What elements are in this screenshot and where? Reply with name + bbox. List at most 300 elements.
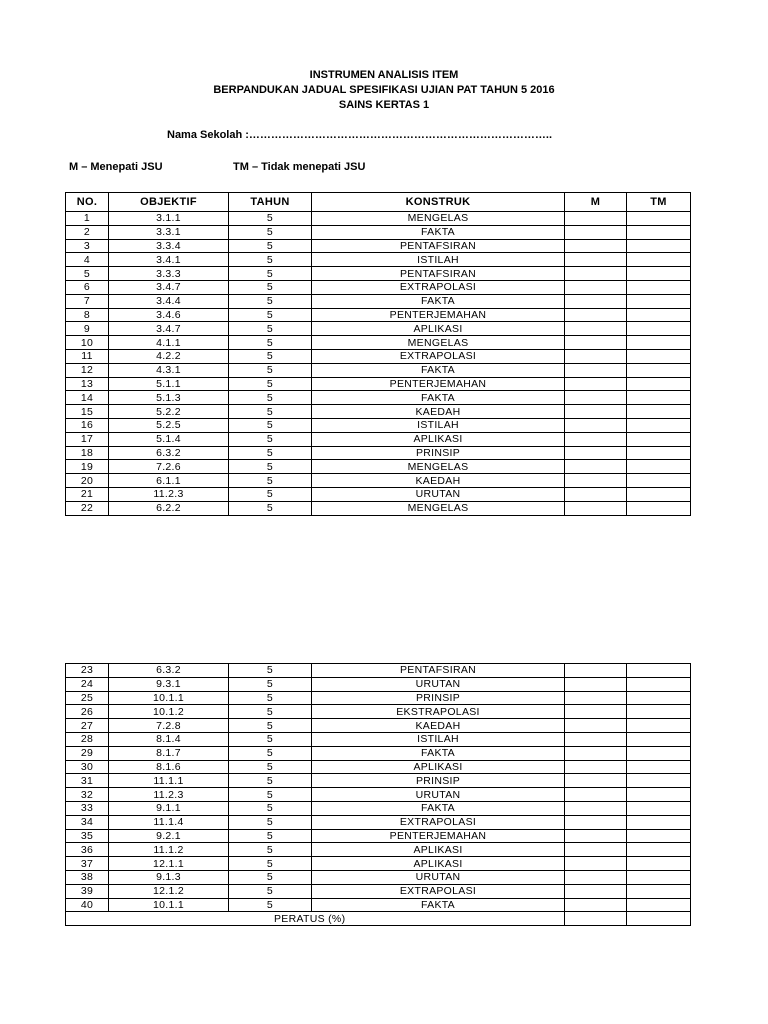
item-tahun: 5 <box>229 460 312 474</box>
item-tahun: 5 <box>229 239 312 253</box>
item-number: 15 <box>66 405 109 419</box>
item-number: 6 <box>66 280 109 294</box>
item-objektif: 11.2.3 <box>109 487 229 501</box>
item-number: 28 <box>66 732 109 746</box>
item-number: 4 <box>66 253 109 267</box>
column-header-tahun: TAHUN <box>229 193 312 212</box>
item-tahun: 5 <box>229 391 312 405</box>
item-m-cell[interactable] <box>565 308 627 322</box>
table-row <box>66 446 691 460</box>
item-objektif: 12.1.2 <box>109 884 229 898</box>
item-number: 2 <box>66 225 109 239</box>
item-objektif: 3.3.1 <box>109 225 229 239</box>
item-konstruk: ISTILAH <box>312 732 565 746</box>
item-objektif: 3.4.4 <box>109 294 229 308</box>
item-objektif: 3.4.7 <box>109 280 229 294</box>
table-row <box>66 460 691 474</box>
item-objektif: 11.1.2 <box>109 843 229 857</box>
item-number: 33 <box>66 801 109 815</box>
item-tahun: 5 <box>229 898 312 912</box>
table-row <box>66 336 691 350</box>
item-objektif: 3.4.1 <box>109 253 229 267</box>
item-tm-cell[interactable] <box>627 760 691 774</box>
item-tahun: 5 <box>229 746 312 760</box>
item-objektif: 5.1.1 <box>109 377 229 391</box>
item-objektif: 8.1.4 <box>109 732 229 746</box>
item-m-cell[interactable] <box>565 801 627 815</box>
item-tahun: 5 <box>229 870 312 884</box>
item-objektif: 5.2.5 <box>109 418 229 432</box>
item-konstruk: EXTRAPOLASI <box>312 815 565 829</box>
item-objektif: 10.1.1 <box>109 898 229 912</box>
item-number: 8 <box>66 308 109 322</box>
item-konstruk: MENGELAS <box>312 336 565 350</box>
item-konstruk: FAKTA <box>312 898 565 912</box>
table-row <box>66 691 691 705</box>
table-row <box>66 391 691 405</box>
item-tahun: 5 <box>229 363 312 377</box>
item-number: 20 <box>66 474 109 488</box>
item-tm-cell[interactable] <box>627 474 691 488</box>
document-title: INSTRUMEN ANALISIS ITEM <box>309 69 459 81</box>
table-body-page2 <box>66 664 691 912</box>
item-tahun: 5 <box>229 474 312 488</box>
item-konstruk: PENTERJEMAHAN <box>312 829 565 843</box>
item-objektif: 11.1.1 <box>109 774 229 788</box>
item-m-cell[interactable] <box>565 239 627 253</box>
item-tahun: 5 <box>229 774 312 788</box>
item-tm-cell[interactable] <box>627 280 691 294</box>
item-tahun: 5 <box>229 677 312 691</box>
item-tm-cell[interactable] <box>627 719 691 733</box>
item-tm-cell[interactable] <box>627 391 691 405</box>
table-row <box>66 474 691 488</box>
item-objektif: 5.1.3 <box>109 391 229 405</box>
item-tm-cell[interactable] <box>627 691 691 705</box>
item-tm-cell[interactable] <box>627 405 691 419</box>
table-row <box>66 239 691 253</box>
item-tm-cell[interactable] <box>627 322 691 336</box>
item-m-cell[interactable] <box>565 322 627 336</box>
item-number: 18 <box>66 446 109 460</box>
item-tahun: 5 <box>229 857 312 871</box>
item-m-cell[interactable] <box>565 788 627 802</box>
table-row <box>66 746 691 760</box>
legend-m: M – Menepati JSU <box>69 161 163 173</box>
table-row <box>66 308 691 322</box>
item-number: 35 <box>66 829 109 843</box>
table-row <box>66 501 691 515</box>
item-m-cell[interactable] <box>565 280 627 294</box>
item-number: 3 <box>66 239 109 253</box>
item-tahun: 5 <box>229 884 312 898</box>
item-number: 13 <box>66 377 109 391</box>
item-number: 5 <box>66 267 109 281</box>
item-tm-cell[interactable] <box>627 446 691 460</box>
item-number: 11 <box>66 349 109 363</box>
item-konstruk: KAEDAH <box>312 405 565 419</box>
item-tm-cell[interactable] <box>627 432 691 446</box>
table-row <box>66 719 691 733</box>
item-m-cell[interactable] <box>565 829 627 843</box>
item-number: 9 <box>66 322 109 336</box>
item-konstruk: FAKTA <box>312 225 565 239</box>
item-tm-cell[interactable] <box>627 815 691 829</box>
item-objektif: 6.2.2 <box>109 501 229 515</box>
item-tahun: 5 <box>229 225 312 239</box>
item-konstruk: MENGELAS <box>312 212 565 226</box>
item-tahun: 5 <box>229 212 312 226</box>
item-tahun: 5 <box>229 843 312 857</box>
item-number: 32 <box>66 788 109 802</box>
item-tahun: 5 <box>229 267 312 281</box>
item-tm-cell[interactable] <box>627 267 691 281</box>
item-m-cell[interactable] <box>565 898 627 912</box>
item-tahun: 5 <box>229 446 312 460</box>
item-tm-cell[interactable] <box>627 336 691 350</box>
item-number: 38 <box>66 870 109 884</box>
school-name-field: Nama Sekolah :……………………………………………………………………….. <box>167 129 553 141</box>
item-konstruk: EKSTRAPOLASI <box>312 705 565 719</box>
item-tahun: 5 <box>229 732 312 746</box>
item-objektif: 8.1.7 <box>109 746 229 760</box>
item-tm-cell[interactable] <box>627 487 691 501</box>
table-row <box>66 294 691 308</box>
item-tm-cell[interactable] <box>627 870 691 884</box>
item-number: 40 <box>66 898 109 912</box>
column-header-tm: TM <box>627 193 691 212</box>
item-konstruk: FAKTA <box>312 363 565 377</box>
item-tm-cell[interactable] <box>627 746 691 760</box>
item-objektif: 9.1.1 <box>109 801 229 815</box>
item-tahun: 5 <box>229 322 312 336</box>
item-m-cell[interactable] <box>565 746 627 760</box>
column-header-objektif: OBJEKTIF <box>109 193 229 212</box>
column-header-m: M <box>565 193 627 212</box>
table-row <box>66 280 691 294</box>
item-number: 7 <box>66 294 109 308</box>
document-subtitle: BERPANDUKAN JADUAL SPESIFIKASI UJIAN PAT TAHUN 5 2016 <box>213 84 555 96</box>
item-objektif: 3.1.1 <box>109 212 229 226</box>
table-row <box>66 487 691 501</box>
item-m-cell[interactable] <box>565 212 627 226</box>
item-tm-cell[interactable] <box>627 418 691 432</box>
item-tm-cell[interactable] <box>627 801 691 815</box>
item-konstruk: APLIKASI <box>312 843 565 857</box>
item-m-cell[interactable] <box>565 432 627 446</box>
item-number: 23 <box>66 664 109 678</box>
item-konstruk: PENTERJEMAHAN <box>312 377 565 391</box>
item-objektif: 4.2.2 <box>109 349 229 363</box>
item-tm-cell[interactable] <box>627 898 691 912</box>
item-number: 12 <box>66 363 109 377</box>
item-m-cell[interactable] <box>565 732 627 746</box>
item-tm-cell[interactable] <box>627 677 691 691</box>
item-number: 19 <box>66 460 109 474</box>
item-number: 39 <box>66 884 109 898</box>
item-m-cell[interactable] <box>565 691 627 705</box>
item-number: 1 <box>66 212 109 226</box>
item-tahun: 5 <box>229 294 312 308</box>
item-konstruk: EXTRAPOLASI <box>312 884 565 898</box>
item-objektif: 3.4.7 <box>109 322 229 336</box>
table-row <box>66 212 691 226</box>
item-konstruk: ISTILAH <box>312 418 565 432</box>
item-m-cell[interactable] <box>565 487 627 501</box>
table-row <box>66 377 691 391</box>
item-tahun: 5 <box>229 405 312 419</box>
item-tm-cell[interactable] <box>627 884 691 898</box>
item-tm-cell[interactable] <box>627 843 691 857</box>
item-objektif: 10.1.1 <box>109 691 229 705</box>
table-row <box>66 405 691 419</box>
table-row <box>66 884 691 898</box>
item-tm-cell[interactable] <box>627 239 691 253</box>
legend-tm: TM – Tidak menepati JSU <box>233 161 366 173</box>
item-konstruk: URUTAN <box>312 788 565 802</box>
table-header-row <box>66 193 691 212</box>
item-konstruk: PENTERJEMAHAN <box>312 308 565 322</box>
item-tahun: 5 <box>229 253 312 267</box>
item-konstruk: MENGELAS <box>312 501 565 515</box>
item-tm-cell[interactable] <box>627 349 691 363</box>
table-row <box>66 760 691 774</box>
item-tm-cell[interactable] <box>627 857 691 871</box>
column-header-no: NO. <box>66 193 109 212</box>
item-konstruk: URUTAN <box>312 677 565 691</box>
item-tahun: 5 <box>229 280 312 294</box>
item-tahun: 5 <box>229 349 312 363</box>
item-tm-cell[interactable] <box>627 253 691 267</box>
item-tahun: 5 <box>229 815 312 829</box>
item-tahun: 5 <box>229 487 312 501</box>
item-number: 31 <box>66 774 109 788</box>
item-objektif: 6.3.2 <box>109 664 229 678</box>
item-konstruk: ISTILAH <box>312 253 565 267</box>
item-tahun: 5 <box>229 377 312 391</box>
item-m-cell[interactable] <box>565 267 627 281</box>
item-tm-cell[interactable] <box>627 501 691 515</box>
item-m-cell[interactable] <box>565 815 627 829</box>
table-row <box>66 322 691 336</box>
table-row <box>66 870 691 884</box>
document-subject: SAINS KERTAS 1 <box>338 99 430 111</box>
table-row <box>66 432 691 446</box>
item-tahun: 5 <box>229 705 312 719</box>
item-objektif: 9.2.1 <box>109 829 229 843</box>
item-m-cell[interactable] <box>565 377 627 391</box>
item-m-cell[interactable] <box>565 363 627 377</box>
item-konstruk: KAEDAH <box>312 719 565 733</box>
item-tahun: 5 <box>229 829 312 843</box>
table-row <box>66 349 691 363</box>
table-row <box>66 801 691 815</box>
item-tahun: 5 <box>229 801 312 815</box>
table-row <box>66 732 691 746</box>
item-objektif: 3.4.6 <box>109 308 229 322</box>
table-body-page1 <box>66 212 691 516</box>
percentage-tm-cell[interactable] <box>627 912 691 926</box>
item-m-cell[interactable] <box>565 405 627 419</box>
item-konstruk: FAKTA <box>312 801 565 815</box>
item-konstruk: URUTAN <box>312 870 565 884</box>
item-konstruk: EXTRAPOLASI <box>312 349 565 363</box>
item-tm-cell[interactable] <box>627 294 691 308</box>
item-analysis-table-page2 <box>65 663 691 926</box>
item-objektif: 5.2.2 <box>109 405 229 419</box>
item-konstruk: MENGELAS <box>312 460 565 474</box>
item-tm-cell[interactable] <box>627 212 691 226</box>
table-row <box>66 829 691 843</box>
item-konstruk: FAKTA <box>312 746 565 760</box>
item-number: 14 <box>66 391 109 405</box>
item-m-cell[interactable] <box>565 760 627 774</box>
item-number: 27 <box>66 719 109 733</box>
item-number: 36 <box>66 843 109 857</box>
item-tahun: 5 <box>229 418 312 432</box>
item-m-cell[interactable] <box>565 857 627 871</box>
item-tm-cell[interactable] <box>627 363 691 377</box>
table-row <box>66 418 691 432</box>
table-row <box>66 774 691 788</box>
item-objektif: 4.1.1 <box>109 336 229 350</box>
item-number: 37 <box>66 857 109 871</box>
item-objektif: 9.1.3 <box>109 870 229 884</box>
item-objektif: 12.1.1 <box>109 857 229 871</box>
item-m-cell[interactable] <box>565 719 627 733</box>
item-konstruk: KAEDAH <box>312 474 565 488</box>
table-row <box>66 705 691 719</box>
item-m-cell[interactable] <box>565 446 627 460</box>
item-konstruk: FAKTA <box>312 391 565 405</box>
item-tm-cell[interactable] <box>627 460 691 474</box>
item-m-cell[interactable] <box>565 391 627 405</box>
item-number: 26 <box>66 705 109 719</box>
item-number: 30 <box>66 760 109 774</box>
item-m-cell[interactable] <box>565 677 627 691</box>
item-tahun: 5 <box>229 308 312 322</box>
item-konstruk: APLIKASI <box>312 857 565 871</box>
item-analysis-table-page1 <box>65 192 691 516</box>
item-m-cell[interactable] <box>565 253 627 267</box>
item-m-cell[interactable] <box>565 349 627 363</box>
item-m-cell[interactable] <box>565 774 627 788</box>
item-konstruk: PENTAFSIRAN <box>312 239 565 253</box>
item-objektif: 9.3.1 <box>109 677 229 691</box>
item-konstruk: PRINSIP <box>312 774 565 788</box>
item-objektif: 4.3.1 <box>109 363 229 377</box>
item-number: 34 <box>66 815 109 829</box>
item-tahun: 5 <box>229 336 312 350</box>
item-tm-cell[interactable] <box>627 774 691 788</box>
item-tahun: 5 <box>229 760 312 774</box>
item-m-cell[interactable] <box>565 294 627 308</box>
item-tm-cell[interactable] <box>627 705 691 719</box>
item-tm-cell[interactable] <box>627 377 691 391</box>
table-row <box>66 815 691 829</box>
item-m-cell[interactable] <box>565 843 627 857</box>
table-row <box>66 788 691 802</box>
item-m-cell[interactable] <box>565 336 627 350</box>
item-m-cell[interactable] <box>565 418 627 432</box>
item-objektif: 5.1.4 <box>109 432 229 446</box>
item-konstruk: FAKTA <box>312 294 565 308</box>
item-m-cell[interactable] <box>565 884 627 898</box>
item-objektif: 10.1.2 <box>109 705 229 719</box>
table-row <box>66 267 691 281</box>
item-number: 16 <box>66 418 109 432</box>
item-m-cell[interactable] <box>565 870 627 884</box>
item-tm-cell[interactable] <box>627 732 691 746</box>
percentage-m-cell[interactable] <box>565 912 627 926</box>
item-number: 22 <box>66 501 109 515</box>
item-konstruk: EXTRAPOLASI <box>312 280 565 294</box>
item-konstruk: PENTAFSIRAN <box>312 267 565 281</box>
item-tm-cell[interactable] <box>627 829 691 843</box>
item-objektif: 3.3.3 <box>109 267 229 281</box>
table-row <box>66 253 691 267</box>
item-objektif: 7.2.6 <box>109 460 229 474</box>
percentage-row <box>66 912 691 926</box>
item-m-cell[interactable] <box>565 705 627 719</box>
item-konstruk: PRINSIP <box>312 446 565 460</box>
item-number: 24 <box>66 677 109 691</box>
item-objektif: 11.2.3 <box>109 788 229 802</box>
table-row <box>66 677 691 691</box>
item-objektif: 7.2.8 <box>109 719 229 733</box>
item-konstruk: URUTAN <box>312 487 565 501</box>
item-tm-cell[interactable] <box>627 308 691 322</box>
item-number: 17 <box>66 432 109 446</box>
item-tahun: 5 <box>229 788 312 802</box>
item-konstruk: APLIKASI <box>312 432 565 446</box>
item-objektif: 6.1.1 <box>109 474 229 488</box>
percentage-label: PERATUS (%) <box>66 912 565 926</box>
item-konstruk: APLIKASI <box>312 322 565 336</box>
item-m-cell[interactable] <box>565 501 627 515</box>
item-objektif: 6.3.2 <box>109 446 229 460</box>
item-konstruk: PRINSIP <box>312 691 565 705</box>
item-m-cell[interactable] <box>565 225 627 239</box>
table-row <box>66 843 691 857</box>
table-row <box>66 225 691 239</box>
table-row <box>66 664 691 678</box>
item-number: 10 <box>66 336 109 350</box>
item-tm-cell[interactable] <box>627 788 691 802</box>
item-tahun: 5 <box>229 691 312 705</box>
item-tahun: 5 <box>229 432 312 446</box>
item-number: 21 <box>66 487 109 501</box>
table-row <box>66 898 691 912</box>
item-m-cell[interactable] <box>565 664 627 678</box>
item-tm-cell[interactable] <box>627 225 691 239</box>
item-number: 25 <box>66 691 109 705</box>
item-tahun: 5 <box>229 501 312 515</box>
item-number: 29 <box>66 746 109 760</box>
table-row <box>66 857 691 871</box>
item-m-cell[interactable] <box>565 474 627 488</box>
item-tahun: 5 <box>229 664 312 678</box>
item-konstruk: APLIKASI <box>312 760 565 774</box>
item-m-cell[interactable] <box>565 460 627 474</box>
table-row <box>66 363 691 377</box>
item-objektif: 11.1.4 <box>109 815 229 829</box>
item-tm-cell[interactable] <box>627 664 691 678</box>
item-konstruk: PENTAFSIRAN <box>312 664 565 678</box>
item-tahun: 5 <box>229 719 312 733</box>
item-objektif: 8.1.6 <box>109 760 229 774</box>
item-objektif: 3.3.4 <box>109 239 229 253</box>
